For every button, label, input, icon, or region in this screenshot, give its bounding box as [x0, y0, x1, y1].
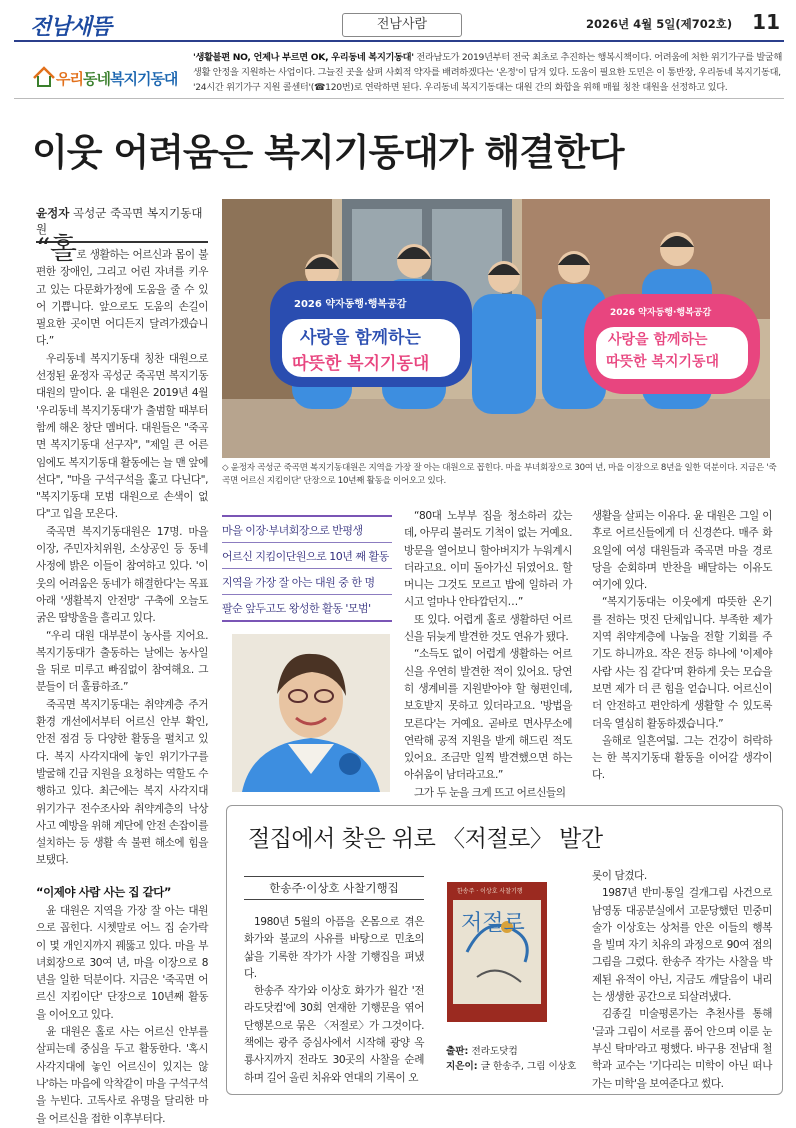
portrait-photo: [232, 634, 390, 792]
book-cover-illustration: [447, 882, 547, 1022]
article-paragraph: 죽곡면 복지기동대원은 17명. 마을 이장, 주민자치위원, 소상공인 등 동네 사정에 밝은 이들이 참여하고 있다. '이웃의 어려움은 동네가 해결한다'는 목표 아래 '생활복지 안전망' 구축에 오늘도 굵은 땀방울을 흘리고 있다.: [36, 525, 208, 625]
byline-name: 윤정자: [36, 206, 70, 220]
book-paragraph: 1980년 5월의 아픔을 온몸으로 겪은 화가와 불교의 사유를 바탕으로 민초의 삶을 기록한 작가가 사찰 기행집을 펴냈다.: [244, 916, 424, 980]
article-column-1: [36, 232, 208, 1128]
article-paragraph: 생활을 살피는 이유다. 윤 대원은 그일 이후로 어르신들에게 더 신경쓴다. 매주 화요일에 여성 대원들과 죽곡면 마을 경로당을 순회하며 반찬을 배달하는 이유도 여기에 있다.: [592, 510, 772, 592]
banner-left-line1: 사랑을 함께하는: [300, 328, 421, 348]
article-paragraph: “소득도 없이 어렵게 생활하는 어르신을 우연히 발견한 적이 있어요. 당연히 생계비를 지원받아야 할 형편인데, 보호받지 못하고 있더라고요. '방법을 모른다'는 거예요. 곧바로 면사무소에 연락해 공적 지원을 받게 해드린 적도 있어요. 조금만 일찍 발견했으면 하는 아쉬움이 남더라고요.”: [404, 648, 572, 782]
intro-lead: '생활불편 NO, 언제나 부르면 OK, 우리동네 복지기동대': [193, 52, 414, 63]
article-subhead: “이제야 사람 사는 집 같다”: [36, 884, 172, 899]
book-cover-top: 한송주 · 이상호 사찰기행: [457, 888, 523, 895]
article-paragraph: “복지기동대는 이웃에게 따뜻한 온기를 전하는 멋진 단체입니다. 부족한 제가 지역 취약계층에 나눔을 전할 기회를 주기도 하니까요. 작은 전등 하나에 '이제야 사람 사는 집 같다'며 환하게 웃는 모습을 보면 제가 더 큰 힘을 얻습니다. 어르신이 더 안전하고 편안하게 생활할 수 있도록 더욱 열심히 활동하겠습니다.”: [592, 596, 772, 730]
issue-date: 2026년 4월 5일(제702호): [586, 17, 733, 31]
logo-word-dongne: 동네: [82, 70, 110, 88]
article-paragraph: 우리동네 복지기동대 칭찬 대원으로 선정된 윤정자 곡성군 죽곡면 복지기동대원의 말이다. 윤 대원은 2019년 4월 '우리동네 복지기동대'가 출범할 때부터 함께 해온 창단 멤버다. 대원들은 "죽곡면 복지기동대 선구자", "제일 큰 어른임에도 복지기동대 활동에는 늘 맨 앞에 선다", "마을 구석구석을 훑고 다닌다", "복지기동대 모범 대원으로 손색이 없다"고 입을 모은다.: [36, 352, 208, 521]
logo-word-welfare: 복지기동대: [109, 70, 178, 88]
divider: [14, 98, 784, 99]
book-cover: [447, 882, 547, 1022]
banner-right-line1: 사랑을 함께하는: [608, 332, 708, 348]
book-meta: [446, 1044, 596, 1074]
article-paragraph: 윤 대원은 홀로 사는 어르신 안부를 살피는데 중심을 두고 활동한다. '혹시 사각지대에 놓인 어르신이 있지는 않나'하는 마음에 악착같이 마을 구석구석을 누빈다. 고독사로 유명을 달리한 마을 어르신을 접한 이후부터다.: [36, 1026, 208, 1125]
pull-quotes: [222, 515, 392, 622]
logo-word-uri: 우리: [56, 70, 83, 88]
newspaper-logo: 전남새뜸: [30, 14, 112, 40]
article-paragraph: 또 있다. 어렵게 홀로 생활하던 어르신을 뒤늦게 발견한 것도 연유가 됐다.: [404, 613, 572, 644]
article-lead: “홀로 생활하는 어르신과 몸이 불편한 장애인, 그리고 어린 자녀를 키우고 있는 다문화가정에 도움을 줄 수 있어 기쁩니다. 앞으로도 도움의 손길이 필요한 곳이면 어디든지 달려가겠습니다.”: [36, 232, 208, 348]
book-column-2: [592, 868, 772, 1093]
book-paragraph: 김종길 미술평론가는 추천사를 통해 '글과 그림이 서로를 품어 안으며 이룬 눈부신 탁마'라고 평했다. 바구용 전남대 철학과 교수는 '기다리는 미학이 아닌 떠나가는 미학'을 보여준다고 썼다.: [592, 1008, 772, 1090]
intro-body: 전라남도가 2019년부터 전국 최초로 추진하는 행복시책이다. 어려움에 처한 위기가구를 발굴해 생활 안정을 지원하는 사업이다. 그늘진 곳을 살펴 사회적 약자를 배려하겠다는 '온정'이 담겨 있다. 도움이 필요한 도민은 이 통반장, 우리동네 복지기동대, '24시간 위기가구 지원 콜센터'(☎120번)로 연락하면 된다. 우리동네 복지기동대는 대원 간의 화합을 위해 매월 칭찬 대원을 선정하고 있다.: [193, 52, 783, 93]
banner-left-top: 2026 약자동행·행복공감: [294, 299, 407, 310]
group-photo: [222, 199, 770, 458]
article-paragraph: 윤 대원은 지역을 가장 잘 아는 대원으로 꼽힌다. 시쳇말로 어느 집 숟가락이 몇 개인지까지 꿰뚫고 있다. 마을 부녀회장으로 30여 년, 마을 이장으로 8년을 일한 덕분이다. 지금은 '죽곡면 어르신 지킴이단' 단장으로 10년째 활동을 이어오고 있다.: [36, 904, 208, 1021]
photo-caption: ◇ 윤정자 곡성군 죽곡면 복지기동대원은 지역을 가장 잘 아는 대원으로 꼽힌다. 마을 부녀회장으로 30여 년, 마을 이장으로 8년을 일한 덕분이다. 지금은 '죽곡면 어르신 지킴이단' 단장으로 10년째 활동을 이어오고 있다.: [222, 463, 777, 486]
book-paragraph: 1987년 반미·통일 걸개그림 사건으로 남영동 대공분실에서 고문당했던 민중미술가 이상호는 상처를 안은 이들의 행복을 빌며 자기 치유의 과정으로 90여 점의 그림을 그렸다. 한송주 작가는 사찰을 박제된 유적이 아닌, 지금도 깨달음이 내리는 생생한 공간으로 되살려냈다.: [592, 887, 772, 1004]
masthead: [14, 8, 784, 42]
pull-quote: 지역을 가장 잘 아는 대원 중 한 명: [222, 569, 392, 595]
article-paragraph: “우리 대원 대부분이 농사를 지어요. 복지기동대가 출동하는 날에는 농사일을 뒤로 미루고 빠짐없이 참여해요. 그분들이 더 훌륭하죠.”: [36, 629, 208, 694]
publisher-label: 출판:: [446, 1046, 469, 1057]
book-cover-title: 저절로: [461, 911, 525, 936]
portrait-illustration: [232, 634, 390, 792]
article-paragraph: “80대 노부부 집을 청소하러 갔는데, 아무리 불러도 기척이 없는 거예요. 방문을 열어보니 할아버지가 누워계시더라고요. 이미 돌아가신 뒤였어요. 할머니는 그것도 모르고 밥에 일하러 가시고 얼마나 안타깝던지…”: [404, 510, 572, 609]
pull-quote: 마을 이장·부녀회장으로 반평생: [222, 515, 392, 543]
welfare-team-logo: [30, 60, 180, 90]
article-column-3: [404, 508, 572, 802]
article-column-4: [592, 508, 772, 785]
article-paragraph: 그가 두 눈을 크게 뜨고 어르신들의: [414, 786, 566, 799]
intro-text: [193, 50, 783, 95]
pull-quote: 어르신 지킴이단원으로 10년 째 활동: [222, 543, 392, 569]
section-label: 전남사람: [342, 13, 462, 37]
book-headline: 절집에서 찾은 위로 〈저절로〉 발간: [248, 826, 603, 852]
headline: 이웃 어려움은 복지기동대가 해결한다: [32, 130, 624, 174]
page-number: 11: [752, 10, 780, 34]
authors-value: 글 한송주, 그림 이상호: [480, 1061, 577, 1072]
book-byline: 한송주·이상호 사찰기행집: [244, 876, 424, 900]
authors-label: 지은이:: [446, 1061, 478, 1072]
article-paragraph: 올해로 일흔여덟. 그는 건강이 허락하는 한 복지기동대 활동을 이어갈 생각이다.: [592, 734, 772, 782]
banner-left-line2: 따뜻한 복지기동대: [292, 354, 430, 374]
book-paragraph: 롯이 담겼다.: [592, 870, 647, 882]
byline-role: 곡성군 죽곡면 복지기동대원: [36, 206, 203, 236]
book-paragraph: 한송주 작가와 이상호 화가가 월간 '전라도닷컴'에 30회 연재한 기행문을 엮어 단행본으로 묶은 〈저절로〉가 그것이다. 책에는 광주 증심사에서 시작해 광양 옥룡사지까지 전라도 30곳의 사찰을 순례하며 길어 올린 치유와 연대의 기록이 오: [244, 985, 424, 1084]
pull-quote: 팔순 앞두고도 왕성한 활동 '모범': [222, 602, 371, 615]
article-paragraph: 죽곡면 복지기동대는 취약계층 주거환경 개선에서부터 어르신 안부 확인, 안전 점검 등 다양한 활동을 펼치고 있다. 복지 사각지대에 놓인 위기가구를 발굴해 긴급 지원을 요청하는 역할도 수행하고 있다. 최근에는 복지 사각지대 위기가구 전수조사와 취약계층의 낙상사고 예방을 위해 계단에 안전 손잡이를 설치하는 등 생활 속 불편 해소에 힘을 보탰다.: [36, 698, 208, 867]
book-column-1: [244, 914, 424, 1087]
banner-right-top: 2026 약자동행·행복공감: [610, 308, 712, 318]
publisher-value: 전라도닷컴: [471, 1046, 518, 1057]
banner-right-line2: 따뜻한 복지기동대: [606, 354, 720, 370]
